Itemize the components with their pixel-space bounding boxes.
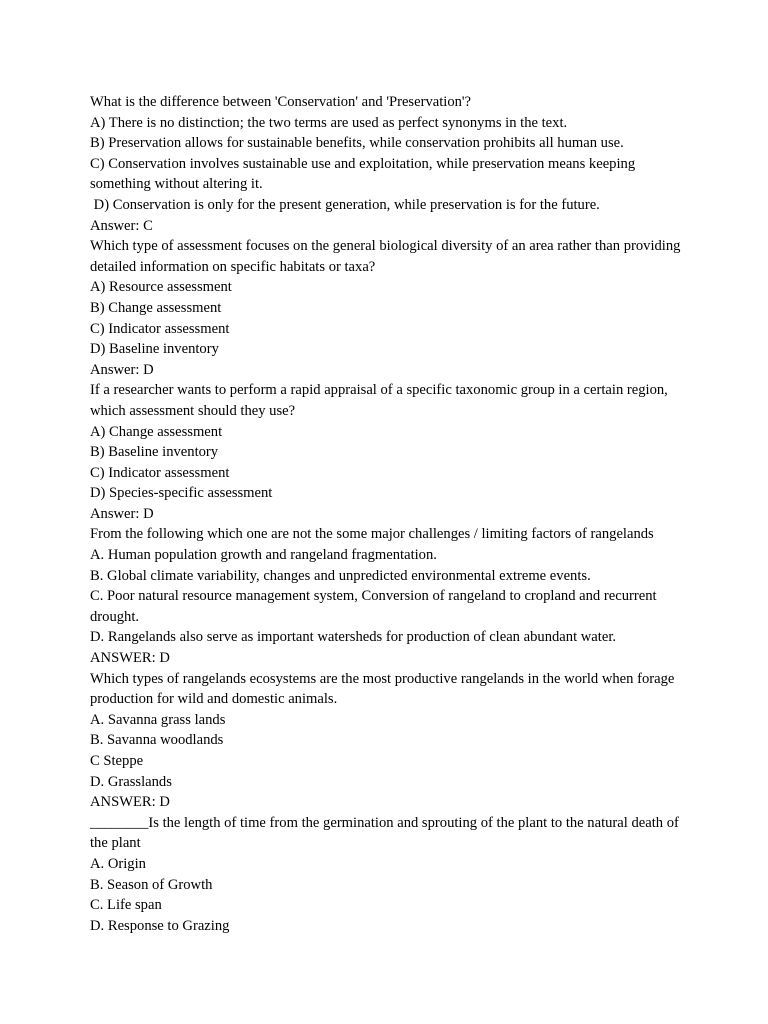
question-5-option-d: D. Grasslands [90, 773, 172, 790]
question-1-answer: Answer: C [90, 217, 153, 234]
question-4: From the following which one are not the some major challenges / limiting factors of rangelands [90, 526, 654, 543]
question-2: Which type of assessment focuses on the general biological diversity of an area rather than providing detailed information on specific habitats or taxa? [90, 238, 685, 275]
question-1-option-b: B) Preservation allows for sustainable benefits, while conservation prohibits all human use. [90, 135, 624, 152]
question-3: If a researcher wants to perform a rapid appraisal of a specific taxonomic group in a certain region, which assessment should they use? [90, 382, 672, 419]
question-4-option-b: B. Global climate variability, changes and unpredicted environmental extreme events. [90, 567, 591, 584]
question-5-option-c: C Steppe [90, 753, 144, 769]
question-2-option-a: A) Resource assessment [90, 279, 232, 296]
question-4-option-c: C. Poor natural resource management system, Conversion of rangeland to cropland and recurrent drought. [90, 588, 661, 625]
question-1-option-c: C) Conservation involves sustainable use and exploitation, while preservation means keeping something without altering it. [90, 155, 639, 193]
question-3-option-c: C) Indicator assessment [90, 464, 230, 481]
question-1-option-d: D) Conservation is only for the present generation, while preservation is for the future. [90, 196, 600, 213]
question-1: What is the difference between 'Conservation' and 'Preservation'? [90, 94, 472, 110]
question-5-option-b: B. Savanna woodlands [90, 732, 224, 749]
question-4-answer: ANSWER: D [90, 650, 170, 667]
question-6-option-c: C. Life span [90, 897, 162, 914]
question-6-option-b: B. Season of Growth [90, 876, 213, 893]
question-5: Which types of rangelands ecosystems are the most productive rangelands in the world when forage production for wild and domestic animals. [90, 670, 679, 708]
question-2-option-c: C) Indicator assessment [90, 320, 230, 337]
question-2-option-b: B) Change assessment [90, 299, 222, 316]
question-5-option-a: A. Savanna grass lands [90, 711, 226, 728]
question-5-answer: ANSWER: D [90, 794, 170, 811]
question-4-option-d: D. Rangelands also serve as important watersheds for production of clean abundant water. [90, 629, 617, 646]
question-3-option-b: B) Baseline inventory [90, 444, 219, 461]
question-3-option-a: A) Change assessment [90, 423, 223, 440]
question-6: ________Is the length of time from the germination and sprouting of the plant to the natural death of the plant [90, 814, 683, 852]
question-2-answer: Answer: D [90, 361, 154, 378]
question-3-answer: Answer: D [90, 505, 154, 522]
question-2-option-d: D) Baseline inventory [90, 341, 219, 358]
question-1-option-a: A) There is no distinction; the two terms are used as perfect synonyms in the text. [90, 114, 568, 131]
document-body [90, 92, 690, 936]
question-6-option-d: D. Response to Grazing [90, 917, 230, 934]
question-3-option-d: D) Species-specific assessment [90, 485, 273, 502]
question-4-option-a: A. Human population growth and rangeland fragmentation. [90, 547, 437, 564]
question-6-option-a: A. Origin [90, 855, 146, 872]
